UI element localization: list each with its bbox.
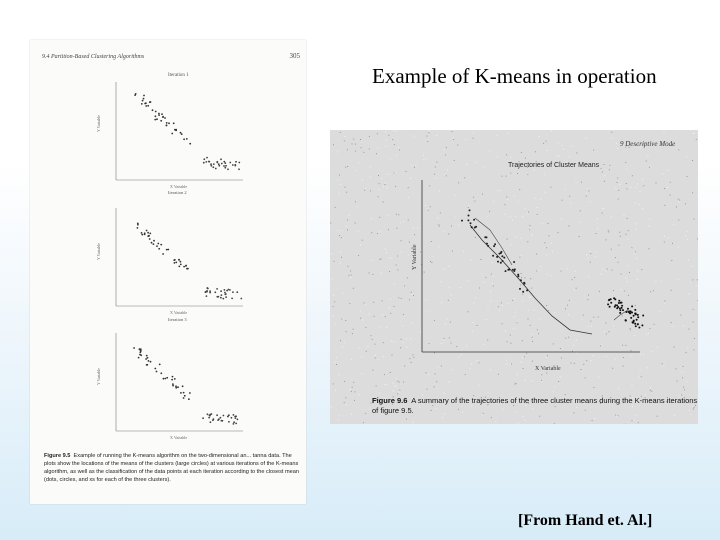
scatter-point (160, 244, 162, 246)
scatter-point (163, 378, 165, 380)
scatter-point (188, 398, 190, 400)
scatter-point (221, 163, 223, 165)
scatter-point (621, 305, 623, 307)
scatter-point (173, 122, 175, 124)
scatter-point (138, 357, 140, 359)
scatter-point (229, 289, 231, 291)
scatter-point (237, 419, 239, 421)
scatter-point (156, 245, 158, 247)
scatter-point (142, 100, 144, 102)
scatter-point (637, 316, 639, 318)
scatter-point (225, 293, 227, 295)
caption-right-text: A summary of the trajectories of the three cluster means during the K-means iterations of figure 9.5. (372, 396, 698, 415)
trajectory-plot (330, 130, 698, 424)
panel-1-xlabel: X Variable (170, 184, 188, 189)
scatter-point (186, 268, 188, 270)
scatter-point (206, 290, 208, 292)
scatter-point (160, 372, 162, 374)
scatter-point (144, 234, 146, 236)
scatter-point (628, 311, 630, 313)
scatter-point (133, 347, 135, 349)
panel-2-ylabel: Y Variable (96, 243, 101, 260)
caption-text: Example of running the K-means algorithm on the two-dimensional an... tanna data. The plots show the locations of the means of the clusters (large circles) at various iterations of the K-means algorithm, as well as the classification of the data points at each iteration according to the closest mean (dots, circles, and xs for each of the three clusters). (44, 453, 299, 483)
scatter-point (621, 307, 623, 309)
scatter-point (154, 368, 156, 370)
scatter-point (220, 158, 222, 160)
scatter-point (174, 262, 176, 264)
scatter-point (175, 129, 177, 131)
scatter-point (168, 122, 170, 124)
scatter-point (522, 291, 524, 293)
scatter-point (152, 109, 154, 111)
scatter-point (146, 355, 148, 357)
scatter-point (619, 309, 621, 311)
scatter-point (467, 219, 469, 221)
scatter-point (633, 321, 635, 323)
scatter-point (180, 132, 182, 134)
scatter-point (503, 257, 505, 259)
scatter-point (213, 163, 215, 165)
scatter-point (508, 269, 510, 271)
scatter-point (634, 309, 636, 311)
scatter-point (183, 392, 185, 394)
scatter-point (228, 421, 230, 423)
scatter-point (166, 122, 168, 124)
scatter-point (208, 417, 210, 419)
scatter-point (208, 161, 210, 163)
scatter-panel-1 (38, 70, 276, 195)
scatter-point (469, 209, 471, 211)
scatter-point (487, 245, 489, 247)
page-number: 305 (289, 52, 300, 60)
scatter-point (143, 98, 145, 100)
scatter-point (154, 119, 156, 121)
scanned-page-figure-9-6 (330, 130, 698, 424)
scatter-point (164, 378, 166, 380)
scatter-point (618, 302, 620, 304)
figure-9-6-caption (372, 396, 698, 416)
scatter-point (629, 312, 631, 314)
scatter-point (625, 311, 627, 313)
scatter-point (224, 289, 226, 291)
cluster-points-upper (461, 209, 528, 292)
scatter-point (638, 327, 640, 329)
scatter-point (627, 308, 629, 310)
scatter-point (637, 314, 639, 316)
scatter-point (610, 302, 612, 304)
scatter-point (235, 161, 237, 163)
scatter-point (213, 418, 215, 420)
scatter-point (471, 226, 473, 228)
scatter-point (189, 392, 191, 394)
scatter-point (236, 291, 238, 293)
scatter-point (223, 165, 225, 167)
scatter-point (175, 262, 177, 264)
scatter-point (235, 417, 237, 419)
scatter-point (642, 315, 644, 317)
scatter-point (501, 255, 503, 257)
scatter-point (221, 420, 223, 422)
caption-right-label: Figure 9.6 (372, 396, 408, 405)
panel-3-ylabel: Y Variable (96, 368, 101, 385)
scatter-point (519, 288, 521, 290)
scatter-point (183, 266, 185, 268)
scatter-point (145, 102, 147, 104)
caption-label: Figure 9.5 (44, 453, 71, 459)
scatter-point (215, 168, 217, 170)
scatter-point (493, 245, 495, 247)
scatter-point (625, 320, 627, 322)
scatter-point (218, 165, 220, 167)
scatter-point (171, 133, 173, 135)
panel-1-footer: Iteration 2 (168, 190, 187, 195)
panel-2-xlabel: X Variable (170, 310, 188, 315)
scatter-point (147, 105, 149, 107)
scatter-point (172, 385, 174, 387)
scatter-point (186, 138, 188, 140)
scatter-point (209, 415, 211, 417)
scatter-point (146, 364, 148, 366)
scatter-point (461, 220, 463, 222)
scatter-point (616, 307, 618, 309)
scatter-point (153, 240, 155, 242)
scatter-point (225, 165, 227, 167)
scatter-point (614, 306, 616, 308)
scatter-point (156, 112, 161, 117)
scatter-point (148, 235, 150, 237)
scatter-point (177, 386, 179, 388)
scatter-point (159, 364, 161, 366)
scatter-point (473, 219, 475, 221)
scatter-point (146, 230, 148, 232)
scatter-point (164, 117, 166, 119)
scatter-point (216, 414, 218, 416)
scatter-point (505, 270, 507, 272)
scatter-point (231, 298, 233, 300)
scatter-point (497, 261, 499, 263)
scatter-point (634, 323, 636, 325)
scatter-point (520, 279, 522, 281)
scatter-point (631, 312, 633, 314)
scatter-point (238, 162, 240, 164)
scatter-point (162, 116, 164, 118)
panel-3-xlabel: X Variable (170, 435, 188, 440)
scatter-point (150, 101, 152, 103)
slide-title: Example of K-means in operation (372, 64, 657, 88)
scatter-point (231, 417, 233, 419)
scatter-point (166, 377, 168, 379)
scatter-point (233, 423, 235, 425)
scatter-point (494, 243, 496, 245)
scatter-point (140, 348, 142, 350)
scatter-point (240, 298, 242, 300)
scatter-point (205, 161, 207, 163)
scatter-point (220, 290, 222, 292)
scatter-point (223, 415, 225, 417)
scatter-point (141, 232, 143, 234)
scatter-point (496, 256, 498, 258)
scatter-point (156, 371, 158, 373)
scatter-point (225, 296, 227, 298)
scatter-point (233, 421, 235, 423)
scatter-point (182, 385, 184, 387)
scatter-panel-3 (38, 325, 276, 450)
scatter-point (166, 124, 168, 126)
scatter-point (210, 165, 212, 167)
scatter-point (500, 262, 502, 264)
scatter-point (149, 233, 151, 235)
scatter-point (147, 357, 149, 359)
scatter-point (202, 417, 204, 419)
scatter-point (212, 166, 214, 168)
scatter-point (203, 158, 205, 160)
scatter-point (224, 167, 226, 169)
scatter-point (232, 164, 234, 166)
scatter-point (205, 291, 207, 293)
scatter-point (513, 261, 515, 263)
scatter-point (614, 298, 616, 300)
panel-1-label: Iteration 1 (168, 73, 189, 78)
scatter-point (607, 303, 609, 305)
figure-9-5-caption (44, 452, 302, 484)
scatter-point (147, 232, 149, 234)
scanned-page-figure-9-5 (30, 40, 306, 504)
scatter-point (203, 162, 205, 164)
scatter-point (475, 226, 477, 228)
scatter-point (151, 242, 153, 244)
scatter-point (486, 243, 488, 245)
scatter-point (232, 291, 234, 293)
scatter-point (150, 361, 152, 363)
scatter-point (180, 392, 182, 394)
scatter-point (181, 133, 183, 135)
scatter-point (514, 268, 516, 270)
page-header: 9.4 Partition-Based Clustering Algorithms (42, 54, 145, 60)
scatter-point (172, 376, 174, 378)
scatter-point (502, 260, 504, 262)
scatter-point (619, 312, 621, 314)
scatter-point (517, 275, 519, 277)
scatter-point (206, 157, 208, 159)
panel-1-points (134, 93, 240, 170)
scatter-point (223, 161, 225, 163)
scatter-point (222, 298, 224, 300)
cluster-points-lower (607, 297, 644, 328)
scatter-point (227, 416, 229, 418)
scatter-point (618, 300, 620, 302)
scatter-point (524, 283, 526, 285)
scatter-point (218, 296, 220, 298)
scatter-point (156, 118, 158, 120)
scatter-point (178, 259, 180, 261)
scatter-point (470, 222, 472, 224)
scatter-point (216, 162, 218, 164)
scatter-point (158, 114, 160, 116)
panel-3-points (133, 347, 238, 425)
scatter-point (166, 249, 168, 251)
scatter-point (235, 423, 237, 425)
trajectory-xlabel: X Variable (535, 366, 561, 372)
scatter-point (140, 354, 142, 356)
scatter-point (636, 319, 638, 321)
scatter-point (180, 261, 182, 263)
scatter-point (622, 309, 624, 311)
scatter-point (214, 291, 216, 293)
scatter-point (224, 292, 226, 294)
scatter-point (210, 421, 212, 423)
scatter-point (238, 168, 240, 170)
scatter-point (630, 317, 632, 319)
scatter-point (207, 288, 209, 290)
scatter-point (174, 378, 176, 380)
scatter-point (234, 165, 236, 167)
scatter-point (641, 324, 643, 326)
scatter-point (637, 323, 639, 325)
scatter-point (174, 259, 176, 261)
page-header-right: 9 Descriptive Mode (620, 140, 676, 148)
trajectory-plot-title: Trajectories of Cluster Means (508, 162, 600, 169)
scatter-point (143, 95, 145, 97)
scatter-point (175, 385, 177, 387)
scatter-panel-2 (38, 200, 276, 325)
scatter-point (218, 418, 220, 420)
mean-trajectory-2 (475, 218, 512, 265)
scatter-point (616, 304, 618, 306)
scatter-point (148, 360, 150, 362)
scatter-point (180, 264, 182, 266)
scatter-point (149, 238, 151, 240)
scatter-point (145, 358, 147, 360)
scatter-point (185, 265, 187, 267)
scatter-point (609, 306, 611, 308)
scatter-point (635, 325, 637, 327)
scatter-point (183, 138, 185, 140)
scatter-point (189, 143, 191, 145)
scatter-point (635, 313, 637, 315)
scatter-point (227, 168, 229, 170)
scatter-point (517, 274, 519, 276)
scatter-point (137, 224, 139, 226)
trajectory-ylabel: Y Variable (412, 244, 418, 270)
scatter-point (153, 243, 155, 245)
scatter-point (171, 379, 173, 381)
scatter-point (221, 294, 223, 296)
scatter-point (619, 308, 621, 310)
scatter-point (484, 236, 486, 238)
scatter-point (211, 413, 213, 415)
scatter-point (631, 305, 633, 307)
panel-2-footer: Iteration 3 (168, 317, 187, 322)
scatter-point (526, 289, 528, 291)
scatter-point (633, 315, 635, 317)
scatter-point (220, 297, 222, 299)
mean-trajectory-1 (470, 225, 592, 334)
scatter-point (141, 103, 143, 105)
scatter-point (178, 266, 180, 268)
scatter-point (500, 252, 502, 254)
scatter-point (233, 414, 235, 416)
scatter-point (234, 416, 236, 418)
scatter-point (161, 113, 163, 115)
scatter-point (167, 249, 169, 251)
scatter-point (216, 288, 218, 290)
scatter-point (183, 397, 185, 399)
scatter-point (158, 113, 160, 115)
scatter-point (206, 295, 208, 297)
scatter-point (145, 105, 147, 107)
scatter-point (134, 94, 136, 96)
scatter-point (141, 234, 143, 236)
scatter-point (621, 302, 623, 304)
scatter-point (210, 163, 212, 165)
scatter-point (220, 417, 222, 419)
scatter-point (492, 255, 494, 257)
scatter-point (184, 395, 186, 397)
scatter-point (229, 162, 231, 164)
scatter-point (207, 413, 209, 415)
scatter-point (209, 292, 211, 294)
panel-1-ylabel: Y Variable (96, 115, 101, 132)
scatter-point (608, 299, 610, 301)
scatter-point (468, 215, 470, 217)
scatter-point (155, 115, 157, 117)
scatter-point (137, 227, 139, 229)
scatter-point (158, 248, 160, 250)
source-credit: [From Hand et. Al.] (518, 512, 653, 529)
scatter-point (157, 243, 159, 245)
scatter-point (162, 253, 164, 255)
scatter-point (155, 111, 157, 113)
panel-2-points (137, 223, 243, 300)
scatter-point (160, 120, 162, 122)
